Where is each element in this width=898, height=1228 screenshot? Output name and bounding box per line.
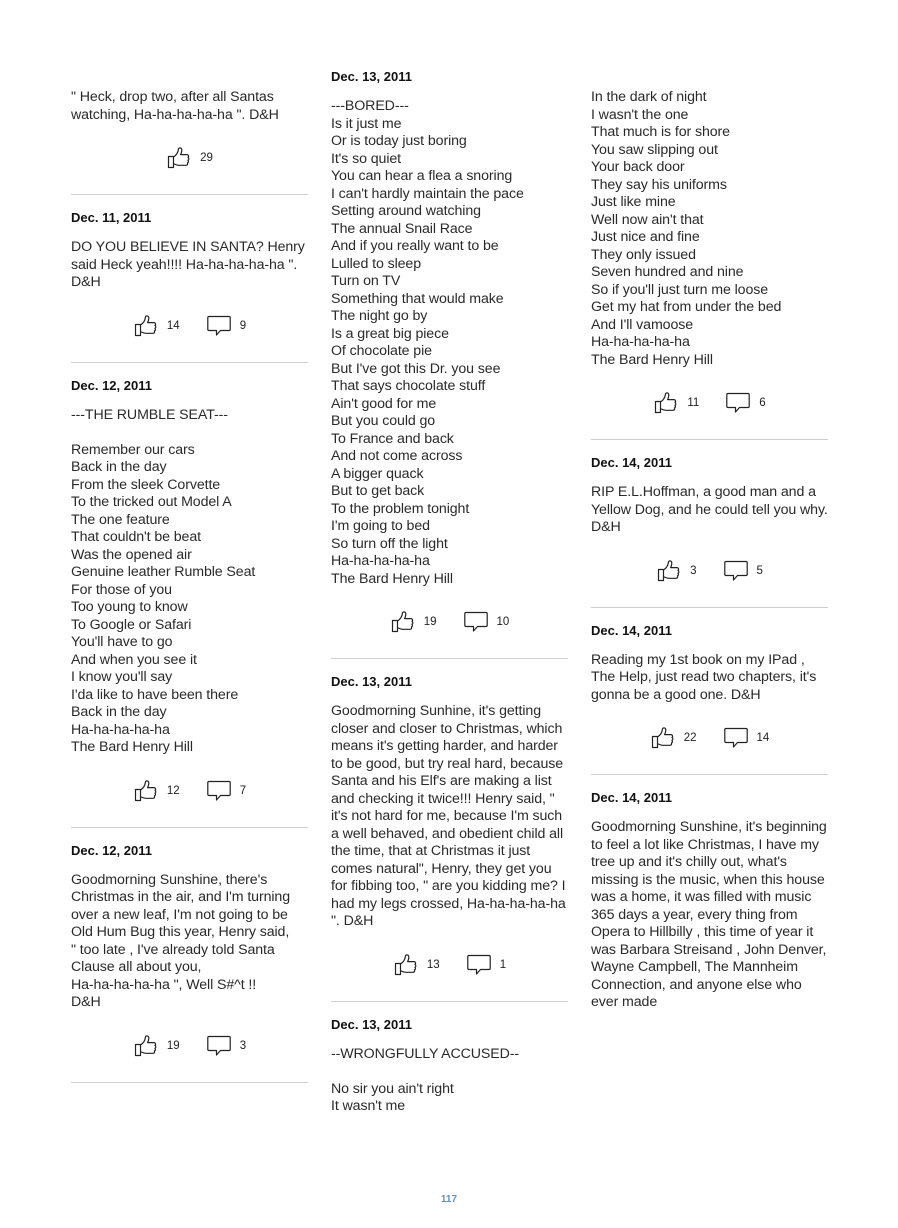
like-button[interactable]	[390, 609, 437, 635]
divider	[71, 1082, 308, 1083]
comment-button[interactable]	[725, 390, 765, 416]
comment-button[interactable]	[723, 558, 763, 584]
divider	[331, 658, 568, 659]
divider	[71, 362, 308, 363]
post-date: Dec. 13, 2011	[331, 69, 412, 84]
post-date: Dec. 14, 2011	[591, 455, 672, 470]
divider	[331, 1001, 568, 1002]
like-button[interactable]	[650, 725, 697, 751]
post-stats	[331, 602, 568, 642]
post	[71, 377, 308, 828]
comment-bubble-icon	[463, 609, 489, 635]
post	[331, 673, 568, 1002]
thumbs-up-icon	[390, 609, 416, 635]
post-stats	[71, 138, 308, 178]
post	[71, 842, 308, 1083]
post-text: Goodmorning Sunshine, it's beginning to feel a lot like Christmas, I have my tree up and it's chilly out, what's missing is the music, when this house was a home, it was filled with music 365 days a year, every thing from Opera to Hillbilly , this time of year it was Barbara Streisand , John Denver, Wayne Campbell, The Mannheim Connection, and anyone else who ever made	[591, 819, 827, 1010]
like-count: 12	[166, 784, 180, 797]
thumbs-up-icon	[650, 725, 676, 751]
comment-bubble-icon	[466, 952, 492, 978]
comment-count: 3	[239, 1039, 247, 1052]
post-text: " Heck, drop two, after all Santas watching, Ha-ha-ha-ha-ha ". D&H	[71, 89, 279, 123]
post	[591, 789, 828, 1012]
post	[71, 89, 308, 195]
comment-bubble-icon	[725, 390, 751, 416]
like-button[interactable]	[393, 952, 440, 978]
post-date: Dec. 12, 2011	[71, 842, 152, 858]
like-button[interactable]	[133, 1033, 180, 1059]
column-1	[71, 89, 308, 1097]
post	[591, 89, 828, 440]
post-text: In the dark of night I wasn't the one That much is for shore You saw slipping out Your back door They say his uniforms Just like mine Well now ain't that Just nice and fine They only issued Seven hundred and nine So if you'll just turn me loose Get my hat from under the bed And I'll vamoose Ha-ha-ha-ha-ha The Bard Henry Hill	[591, 89, 782, 368]
comment-button[interactable]	[206, 778, 246, 804]
like-button[interactable]	[656, 558, 696, 584]
post-stats	[591, 383, 828, 423]
divider	[71, 194, 308, 195]
comment-count: 14	[756, 732, 770, 744]
comment-count: 10	[496, 616, 510, 628]
thumbs-up-icon	[166, 145, 192, 171]
post-date: Dec. 13, 2011	[331, 1016, 412, 1032]
comment-bubble-icon	[723, 725, 749, 751]
page-number: 117	[440, 1194, 458, 1205]
comment-button[interactable]	[206, 313, 246, 339]
post-stats	[591, 551, 828, 591]
comment-button[interactable]	[723, 725, 770, 751]
post	[331, 68, 568, 659]
divider	[591, 607, 828, 608]
like-count: 13	[426, 958, 440, 971]
thumbs-up-icon	[656, 558, 682, 584]
like-count: 11	[687, 397, 700, 409]
comment-bubble-icon	[206, 1033, 232, 1059]
comment-button[interactable]	[466, 952, 506, 978]
like-count: 14	[166, 319, 180, 332]
like-button[interactable]	[133, 313, 180, 339]
thumbs-up-icon	[653, 390, 679, 416]
comment-bubble-icon	[206, 313, 232, 339]
post-stats	[591, 718, 828, 758]
post-date: Dec. 12, 2011	[71, 377, 152, 393]
comment-count: 9	[239, 319, 247, 332]
thumbs-up-icon	[393, 952, 419, 978]
post-stats	[331, 945, 568, 985]
like-button[interactable]	[166, 145, 213, 171]
thumbs-up-icon	[133, 1033, 159, 1059]
post-text: --WRONGFULLY ACCUSED-- No sir you ain't right It wasn't me	[331, 1045, 520, 1114]
like-count: 22	[683, 732, 697, 744]
post-stats	[71, 1026, 308, 1066]
column-2	[331, 68, 568, 1116]
like-button[interactable]	[653, 390, 699, 416]
post	[591, 622, 828, 776]
post-date: Dec. 14, 2011	[591, 622, 672, 638]
comment-count: 5	[756, 564, 763, 577]
like-count: 19	[423, 616, 437, 628]
comment-bubble-icon	[723, 558, 749, 584]
like-count: 29	[200, 152, 213, 164]
divider	[591, 439, 828, 440]
post-text: ---BORED--- Is it just me Or is today just boring It's so quiet You can hear a flea a snoring I can't hardly maintain the pace Setting around watching The annual Snail Race And if you really want to be Lulled to sleep Turn on TV Something that would make The night go by Is a great big piece Of chocolate pie But I've got this Dr. you see That says chocolate stuff Ain't good for me But you could go To France and back And not come across A bigger quack But to get back To the problem tonight I'm going to bed So turn off the light Ha-ha-ha-ha-ha The Bard Henry Hill	[331, 98, 524, 587]
column-3	[591, 89, 828, 1012]
like-button[interactable]	[133, 778, 180, 804]
post-text: Goodmorning Sunshine, there's Christmas in the air, and I'm turning over a new leaf, I'm not going to be Old Hum Bug this year, Henry said, " too late , I've already told Santa Clause all about you, Ha-ha-ha-ha-ha ", Well S#^t !! D&H	[71, 871, 291, 1010]
post-date: Dec. 11, 2011	[71, 210, 152, 225]
comment-count: 7	[239, 784, 247, 797]
post-text: Goodmorning Sunhine, it's getting closer and closer to Christmas, which means it's getting harder, and harder to be good, but try real hard, because Santa and his Elf's are making a list and checking it twice!!! Henry said, " it's not hard for me, because I'm such a well behaved, and obedient child all the time, that at Christmas it just comes natural", Henry, they get you for fibbing too, " are you kidding me? I had my legs crossed, Ha-ha-ha-ha-ha ". D&H	[331, 703, 566, 929]
post-date: Dec. 14, 2011	[591, 790, 672, 805]
thumbs-up-icon	[133, 778, 159, 804]
like-count: 3	[690, 564, 697, 577]
post-text: RIP E.L.Hoffman, a good man and a Yellow Dog, and he could tell you why. D&H	[591, 484, 828, 535]
post-date: Dec. 13, 2011	[331, 674, 412, 689]
divider	[71, 827, 308, 828]
comment-bubble-icon	[206, 778, 232, 804]
comment-button[interactable]	[206, 1033, 246, 1059]
post-text: DO YOU BELIEVE IN SANTA? Henry said Heck yeah!!!! Ha-ha-ha-ha-ha ". D&H	[71, 239, 305, 290]
comment-button[interactable]	[463, 609, 510, 635]
post-stats	[71, 306, 308, 346]
post	[591, 454, 828, 608]
post-text: ---THE RUMBLE SEAT--- Remember our cars Back in the day From the sleek Corvette To the tricked out Model A The one feature That couldn't be beat Was the opened air Genuine leather Rumble Seat For those of you Too young to know To Google or Safari You'll have to go And when you see it I know you'll say I'da like to have been there Back in the day Ha-ha-ha-ha-ha The Bard Henry Hill	[71, 406, 256, 755]
thumbs-up-icon	[133, 313, 159, 339]
comment-count: 6	[759, 397, 766, 409]
divider	[591, 774, 828, 775]
post	[331, 1016, 568, 1116]
like-count: 19	[166, 1039, 180, 1052]
comment-count: 1	[499, 958, 507, 971]
post-stats	[71, 771, 308, 811]
post	[71, 209, 308, 363]
post-text: Reading my 1st book on my IPad , The Help, just read two chapters, it's gonna be a good one. D&H	[591, 651, 817, 703]
